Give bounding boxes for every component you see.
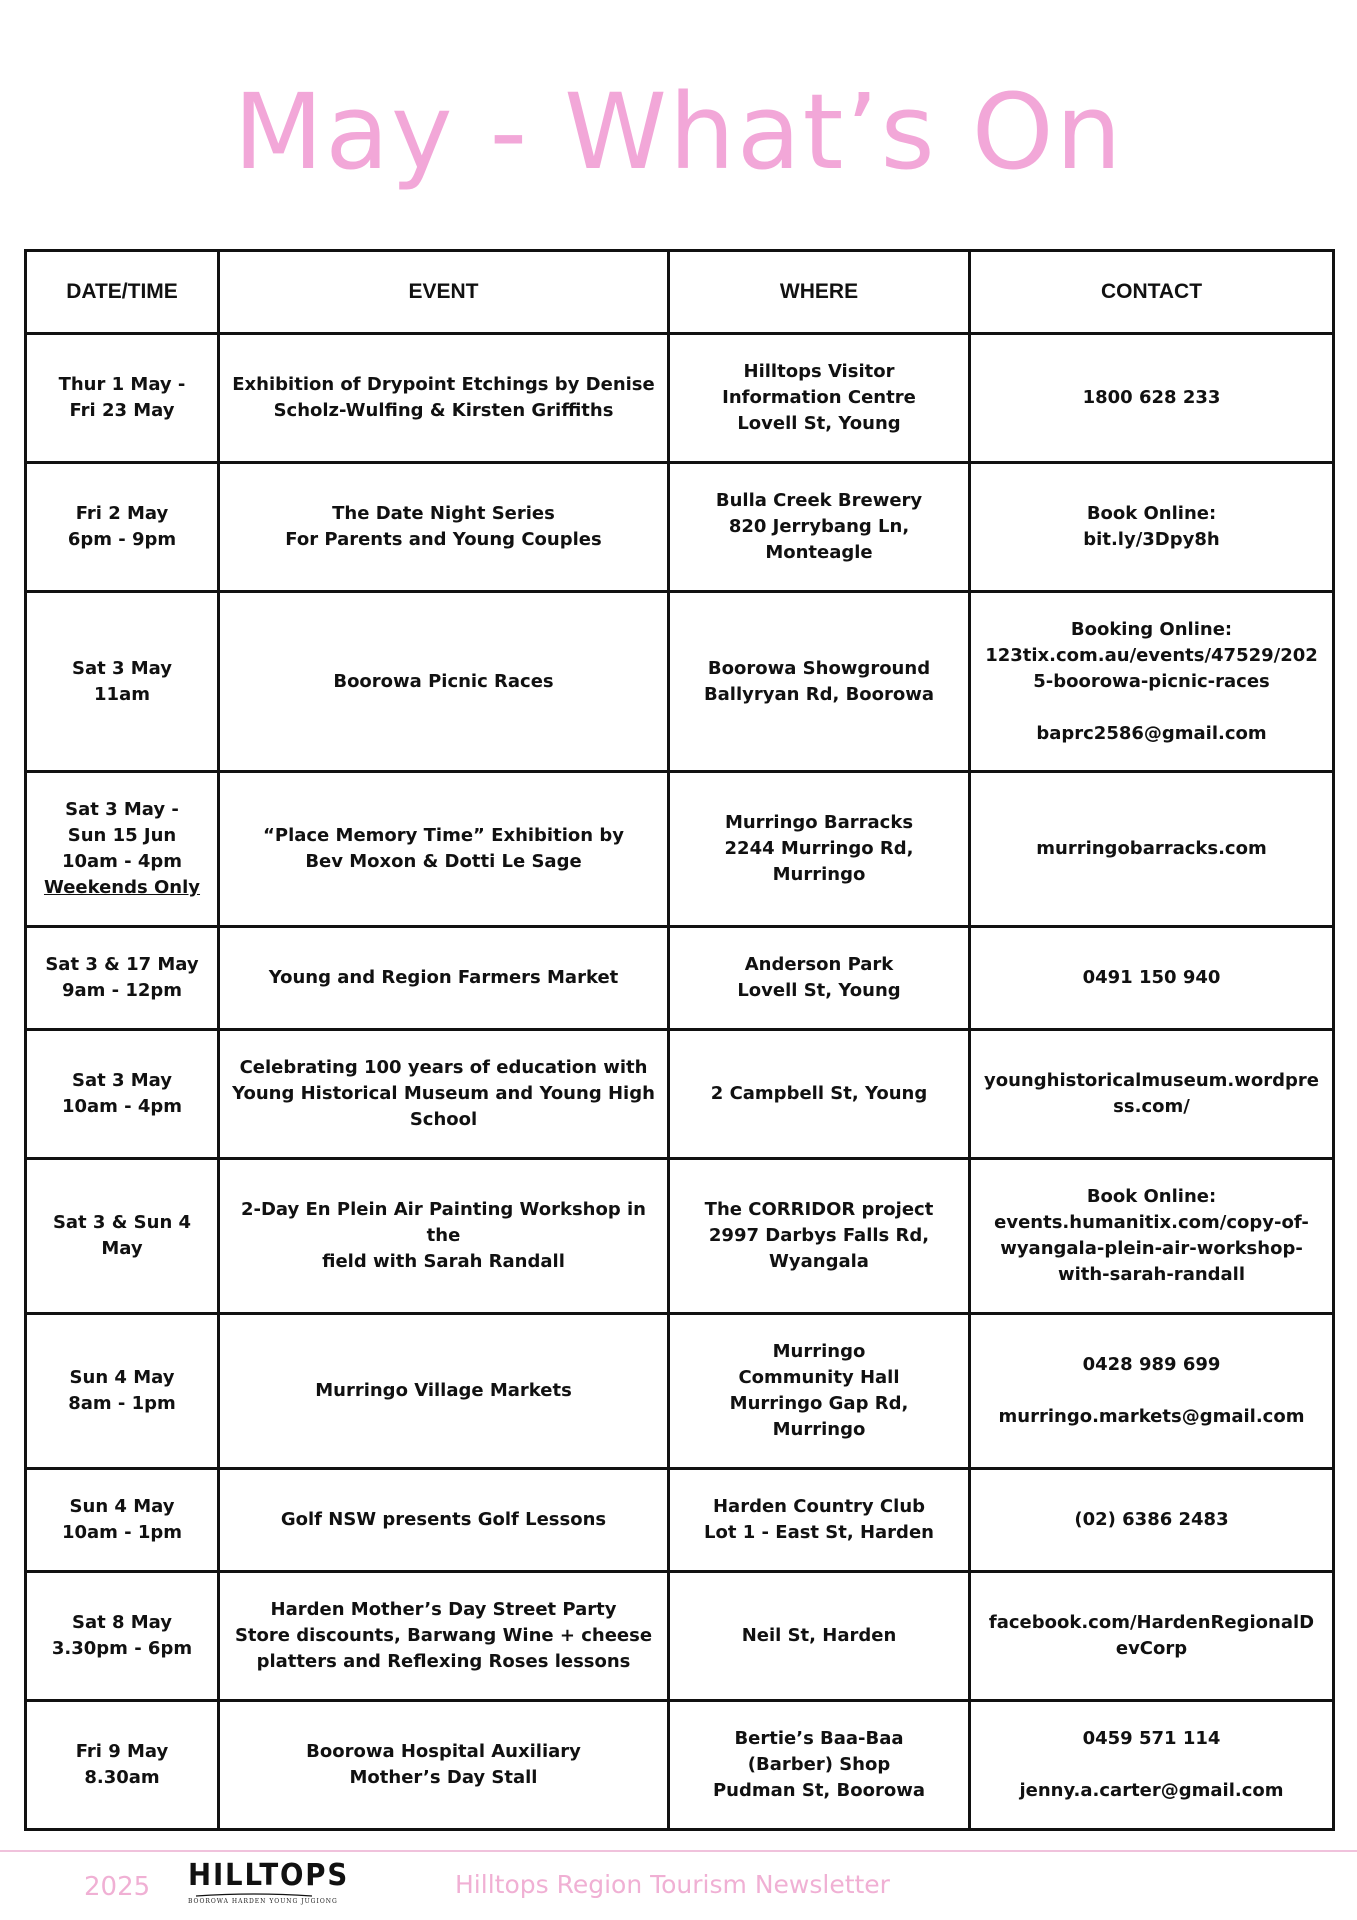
cell-line: Sat 3 & Sun 4 <box>52 1212 192 1233</box>
table-row <box>26 1469 1334 1572</box>
cell-line: jenny.a.carter@gmail.com <box>1019 1780 1284 1801</box>
footer-divider <box>0 1850 1357 1852</box>
cell-line: Celebrating 100 years of education with <box>239 1057 648 1078</box>
cell-date <box>26 1701 219 1830</box>
cell-where <box>669 592 970 772</box>
logo-towns: BOOROWA HARDEN YOUNG JUGIONG <box>188 1898 338 1905</box>
cell-date <box>26 1030 219 1159</box>
cell-line: Sat 8 May <box>71 1612 172 1633</box>
cell-line: Harden Country Club <box>712 1496 926 1517</box>
cell-line: Mother’s Day Stall <box>349 1767 538 1788</box>
cell-contact <box>970 1469 1334 1572</box>
table-header-row <box>26 251 1334 334</box>
cell-line: murringo.markets@gmail.com <box>998 1406 1305 1427</box>
cell-line: Wyangala <box>769 1251 869 1272</box>
cell-event <box>219 772 669 927</box>
cell-line: with-sarah-randall <box>1057 1264 1246 1285</box>
cell-line: 9am - 12pm <box>61 980 183 1001</box>
cell-line: 2244 Murringo Rd, <box>724 838 914 859</box>
cell-line: 11am <box>94 683 150 705</box>
cell-line: Scholz-Wulfing & Kirsten Griffiths <box>273 400 614 421</box>
cell-line: 2997 Darbys Falls Rd, <box>708 1225 930 1246</box>
cell-line: Boorowa Showground <box>707 657 931 679</box>
header-event: EVENT <box>219 251 669 334</box>
cell-line: Information Centre <box>722 387 916 408</box>
header-where: WHERE <box>669 251 970 334</box>
cell-line: The Date Night Series <box>332 503 555 524</box>
cell-line: 0459 571 114 <box>1082 1728 1221 1749</box>
cell-line: evCorp <box>1115 1638 1188 1659</box>
cell-line: “Place Memory Time” Exhibition by <box>263 825 624 846</box>
cell-line: (Barber) Shop <box>747 1754 891 1775</box>
cell-line: Neil St, Harden <box>741 1625 897 1646</box>
header-date: DATE/TIME <box>26 251 219 334</box>
cell-line: younghistoricalmuseum.wordpre <box>984 1070 1319 1091</box>
newsletter-name: Hilltops Region Tourism Newsletter <box>455 1870 890 1899</box>
cell-line: 5-boorowa-picnic-races <box>1033 670 1270 692</box>
table-row <box>26 463 1334 592</box>
cell-line: Sat 3 May - <box>65 799 179 820</box>
cell-line: 1800 628 233 <box>1082 387 1221 408</box>
cell-event <box>219 334 669 463</box>
cell-line: For Parents and Young Couples <box>285 529 602 550</box>
cell-line: Murringo Village Markets <box>315 1380 572 1401</box>
hilltops-logo <box>188 1858 350 1912</box>
cell-date <box>26 1469 219 1572</box>
cell-line: 123tix.com.au/events/47529/202 <box>985 644 1318 666</box>
logo-swoosh-icon <box>194 1892 314 1898</box>
cell-where <box>669 1701 970 1830</box>
cell-line: Young and Region Farmers Market <box>268 967 619 988</box>
cell-line: 2 Campbell St, Young <box>710 1083 928 1104</box>
cell-line <box>979 695 1324 721</box>
cell-contact <box>970 334 1334 463</box>
events-table <box>24 249 1335 1831</box>
cell-line: baprc2586@gmail.com <box>1036 722 1267 744</box>
header-contact: CONTACT <box>970 251 1334 334</box>
table-row <box>26 334 1334 463</box>
cell-line: Pudman St, Boorowa <box>712 1780 926 1801</box>
cell-line: 820 Jerrybang Ln, <box>728 516 910 537</box>
cell-line: Book Online: <box>1086 503 1217 524</box>
cell-event <box>219 1030 669 1159</box>
cell-line: Murringo <box>772 1341 866 1362</box>
cell-contact <box>970 772 1334 927</box>
cell-line: Murringo <box>772 864 866 885</box>
cell-event <box>219 1314 669 1469</box>
cell-line: Anderson Park <box>744 954 894 975</box>
cell-date <box>26 927 219 1030</box>
cell-date <box>26 1314 219 1469</box>
cell-line: Fri 2 May <box>75 503 169 524</box>
cell-line <box>979 1378 1324 1404</box>
page-title: May - What’s On <box>233 71 1124 193</box>
cell-where <box>669 1314 970 1469</box>
cell-line: Bev Moxon & Dotti Le Sage <box>305 851 582 872</box>
cell-line: Bulla Creek Brewery <box>715 490 923 511</box>
cell-line: The CORRIDOR project <box>704 1199 934 1220</box>
cell-line: Book Online: <box>1086 1186 1217 1207</box>
cell-line: Sun 15 Jun <box>67 825 177 846</box>
cell-line: Fri 9 May <box>75 1741 169 1762</box>
cell-where <box>669 334 970 463</box>
cell-line <box>979 1752 1324 1778</box>
cell-where <box>669 927 970 1030</box>
cell-event <box>219 927 669 1030</box>
logo-wordmark: HILLTOPS <box>188 1858 350 1893</box>
cell-line: Sat 3 & 17 May <box>45 954 199 975</box>
cell-line: events.humanitix.com/copy-of- <box>994 1212 1309 1233</box>
cell-line: ss.com/ <box>1113 1096 1190 1117</box>
cell-line: Fri 23 May <box>69 400 175 421</box>
cell-line: Booking Online: <box>1070 618 1233 640</box>
cell-line: Sun 4 May <box>69 1496 175 1517</box>
cell-contact <box>970 1030 1334 1159</box>
cell-where <box>669 463 970 592</box>
cell-line: Sat 3 May <box>71 1070 172 1091</box>
cell-line: field with Sarah Randall <box>322 1251 565 1272</box>
cell-line: 2-Day En Plein Air Painting Workshop in the <box>240 1199 646 1246</box>
cell-date <box>26 1572 219 1701</box>
cell-contact <box>970 1159 1334 1314</box>
cell-date <box>26 772 219 927</box>
cell-line: Lot 1 - East St, Harden <box>704 1522 934 1543</box>
cell-line: Harden Mother’s Day Street Party <box>270 1599 617 1620</box>
cell-contact <box>970 927 1334 1030</box>
cell-event <box>219 463 669 592</box>
cell-line: Lovell St, Young <box>737 413 901 434</box>
table-row <box>26 1701 1334 1830</box>
cell-event <box>219 1572 669 1701</box>
cell-line: 8am - 1pm <box>68 1393 176 1414</box>
cell-line: Bertie’s Baa-Baa <box>734 1728 904 1749</box>
cell-line: Boorowa Picnic Races <box>333 670 554 692</box>
table-body <box>26 334 1334 1830</box>
cell-line: School <box>409 1109 478 1130</box>
cell-line: bit.ly/3Dpy8h <box>1083 529 1220 550</box>
cell-line: 0491 150 940 <box>1082 967 1221 988</box>
table-row <box>26 772 1334 927</box>
cell-contact <box>970 463 1334 592</box>
cell-event <box>219 1701 669 1830</box>
cell-line: facebook.com/HardenRegionalD <box>988 1612 1315 1633</box>
cell-line: Golf NSW presents Golf Lessons <box>280 1509 607 1530</box>
cell-line: Lovell St, Young <box>737 980 901 1001</box>
cell-line: 8.30am <box>84 1767 160 1788</box>
cell-event <box>219 1469 669 1572</box>
cell-contact <box>970 1314 1334 1469</box>
cell-event <box>219 1159 669 1314</box>
table-row <box>26 1030 1334 1159</box>
cell-line: Boorowa Hospital Auxiliary <box>306 1741 581 1762</box>
table-row <box>26 592 1334 772</box>
cell-line: 6pm - 9pm <box>67 529 177 550</box>
cell-contact <box>970 1572 1334 1701</box>
cell-line: May <box>101 1238 143 1259</box>
cell-contact <box>970 592 1334 772</box>
cell-line: Murringo <box>772 1419 866 1440</box>
table-row <box>26 1572 1334 1701</box>
cell-line: Store discounts, Barwang Wine + cheese <box>234 1625 653 1646</box>
cell-date <box>26 592 219 772</box>
cell-line: Community Hall <box>738 1367 900 1388</box>
cell-where <box>669 1030 970 1159</box>
cell-where <box>669 1159 970 1314</box>
cell-where <box>669 772 970 927</box>
cell-line: 10am - 4pm <box>61 1096 183 1117</box>
table-row <box>26 1159 1334 1314</box>
table-row <box>26 1314 1334 1469</box>
cell-line: Sun 4 May <box>69 1367 175 1388</box>
cell-line: Young Historical Museum and Young High <box>232 1083 655 1104</box>
cell-line: Monteagle <box>765 542 873 563</box>
table-row <box>26 927 1334 1030</box>
cell-line: (02) 6386 2483 <box>1074 1509 1229 1530</box>
cell-date <box>26 334 219 463</box>
cell-line: Sat 3 May <box>71 657 172 679</box>
cell-line: Thur 1 May - <box>58 374 186 395</box>
footer-year: 2025 <box>84 1872 151 1902</box>
cell-where <box>669 1572 970 1701</box>
cell-line: 0428 989 699 <box>1082 1354 1221 1375</box>
cell-line: Weekends Only <box>43 877 201 898</box>
cell-line: Murringo Barracks <box>724 812 914 833</box>
cell-line: Murringo Gap Rd, <box>729 1393 909 1414</box>
cell-line: 3.30pm - 6pm <box>51 1638 193 1659</box>
cell-line: wyangala-plein-air-workshop- <box>1000 1238 1303 1259</box>
cell-event <box>219 592 669 772</box>
cell-line: platters and Reflexing Roses lessons <box>256 1651 631 1672</box>
cell-line: murringobarracks.com <box>1036 838 1267 859</box>
cell-line: Ballyryan Rd, Boorowa <box>703 683 935 705</box>
cell-contact <box>970 1701 1334 1830</box>
cell-date <box>26 1159 219 1314</box>
cell-line: 10am - 4pm <box>61 851 183 872</box>
cell-line: Hilltops Visitor <box>743 361 895 382</box>
cell-line: 10am - 1pm <box>61 1522 183 1543</box>
cell-date <box>26 463 219 592</box>
cell-where <box>669 1469 970 1572</box>
cell-line: Exhibition of Drypoint Etchings by Denise <box>232 374 655 395</box>
